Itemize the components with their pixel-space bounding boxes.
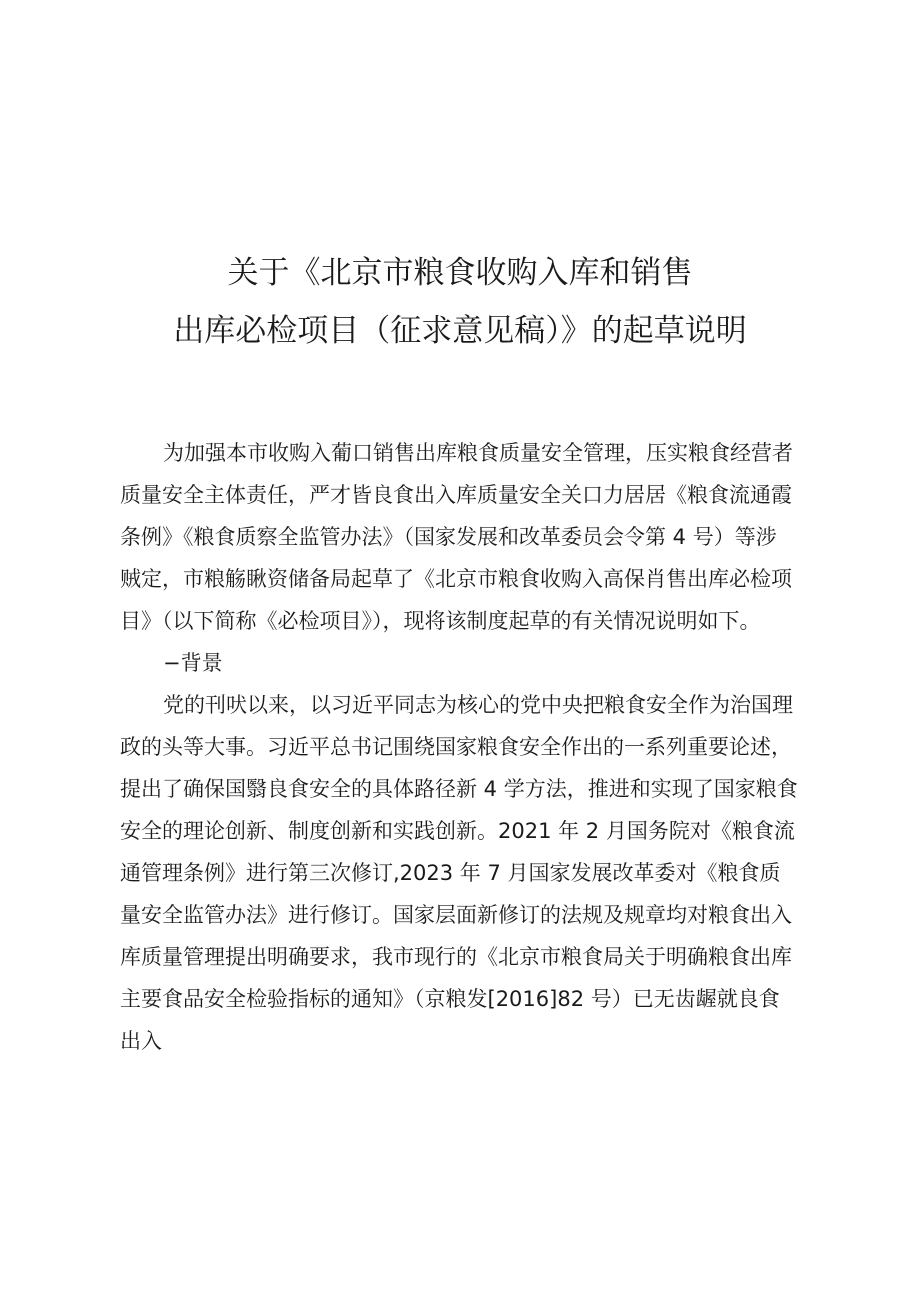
document-body: [120, 432, 810, 1062]
document-title-line-1: 关于《北京市粮食收购入库和销售: [227, 255, 693, 291]
paragraph-line: 贼定，市粮觞瞅资储备局起草了《北京市粮食收购入高保肖售出库必检项: [120, 567, 792, 591]
paragraph-line: 主要食品安全检验指标的通知》（京粮发[2016]82 号）已无齿龌就良食: [120, 987, 780, 1011]
section-heading-background: −背景: [163, 651, 223, 675]
paragraph-line: 条例》《粮食质察全监管办法》（国家发展和改革委员会令第 4 号）等涉: [120, 525, 777, 549]
paragraph-line: 目》（以下简称《必检项目》），现将该制度起草的有关情况说明如下。: [120, 609, 761, 633]
paragraph-line: 通管理条例》进行第三次修订,2023 年 7 月国家发展改革委对《粮食质: [120, 861, 781, 885]
document-title-line-2: 出库必检项目（征求意见稿）》的起草说明: [173, 313, 747, 349]
paragraph-line: 量安全监管办法》进行修订。国家层面新修订的法规及规章均对粮食出入: [120, 903, 792, 927]
paragraph-line: 出入: [120, 1029, 162, 1053]
paragraph-line: 质量安全主体责任，严才皆良食出入库质量安全关口力居居《粮食流通霞: [120, 483, 792, 507]
paragraph-line: 为加强本市收购入葡口销售出库粮食质量安全管理，压实粮食经营者: [163, 441, 793, 465]
paragraph-line: 安全的理论创新、制度创新和实践创新。2021 年 2 月国务院对《粮食流: [120, 819, 795, 843]
paragraph-line: 党的刊吠以来，以习近平同志为核心的党中央把粮食安全作为治国理: [163, 693, 793, 717]
paragraph-line: 库质量管理提出明确要求，我市现行的《北京市粮食局关于明确粮食出库: [120, 945, 792, 969]
paragraph-line: 提出了确保国翳良食安全的具体路径新 4 学方法，推进和实现了国家粮食: [120, 777, 798, 801]
paragraph-line: 政的头等大事。习近平总书记围绕国家粮食安全作出的一系列重要论述，: [120, 735, 792, 759]
